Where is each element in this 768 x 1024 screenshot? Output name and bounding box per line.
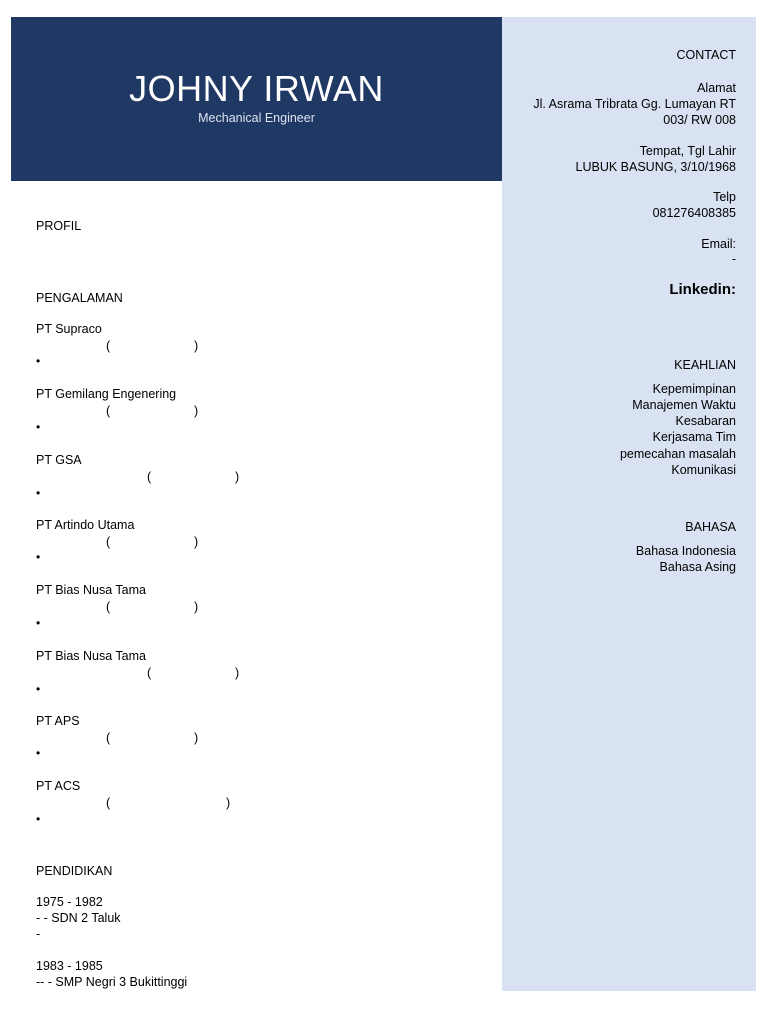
experience-bullet: • <box>36 746 41 760</box>
skill-item: Manajemen Waktu <box>632 398 736 412</box>
experience-company: PT Bias Nusa Tama <box>36 583 147 597</box>
language-heading: BAHASA <box>685 520 736 534</box>
skill-item: Kepemimpinan <box>652 382 736 396</box>
experience-company: PT APS <box>36 714 80 728</box>
birth-label: Tempat, Tgl Lahir <box>639 144 736 158</box>
experience-paren-open: ( <box>106 796 111 810</box>
experience-paren-open: ( <box>106 600 111 614</box>
education-school: - - SDN 2 Taluk <box>36 911 121 925</box>
experience-bullet: • <box>36 682 41 696</box>
experience-paren-open: ( <box>106 535 111 549</box>
email-label: Email: <box>701 237 736 251</box>
experience-paren-close: ) <box>226 796 231 810</box>
experience-paren-close: ) <box>235 470 240 484</box>
experience-heading: PENGALAMAN <box>36 291 123 305</box>
email-value: - <box>731 252 736 266</box>
address-line-1: Jl. Asrama Tribrata Gg. Lumayan RT <box>533 97 736 111</box>
skill-item: Kerjasama Tim <box>652 430 736 444</box>
skill-item: pemecahan masalah <box>619 447 736 461</box>
education-years: 1983 - 1985 <box>36 959 103 973</box>
experience-bullet: • <box>36 812 41 826</box>
phone-label: Telp <box>713 190 736 204</box>
language-item: Bahasa Indonesia <box>635 544 736 558</box>
experience-company: PT Bias Nusa Tama <box>36 649 147 663</box>
candidate-name: JOHNY IRWAN <box>129 68 384 109</box>
experience-paren-close: ) <box>194 600 199 614</box>
phone-value: 081276408385 <box>652 206 736 220</box>
contact-heading: CONTACT <box>676 48 736 62</box>
experience-paren-open: ( <box>106 404 111 418</box>
candidate-title: Mechanical Engineer <box>198 111 315 125</box>
birth-value: LUBUK BASUNG, 3/10/1968 <box>575 160 736 174</box>
experience-company: PT GSA <box>36 453 82 467</box>
experience-bullet: • <box>36 550 41 564</box>
experience-company: PT Gemilang Engenering <box>36 387 177 401</box>
experience-paren-close: ) <box>235 666 240 680</box>
experience-paren-open: ( <box>147 470 152 484</box>
experience-paren-open: ( <box>106 731 111 745</box>
profile-heading: PROFIL <box>36 219 82 233</box>
experience-company: PT Artindo Utama <box>36 518 135 532</box>
experience-paren-open: ( <box>147 666 152 680</box>
education-school: -- - SMP Negri 3 Bukittinggi <box>36 975 188 989</box>
experience-paren-close: ) <box>194 535 199 549</box>
experience-bullet: • <box>36 420 41 434</box>
experience-paren-close: ) <box>194 339 199 353</box>
linkedin-label: Linkedin: <box>669 281 736 298</box>
skill-item: Kesabaran <box>675 414 736 428</box>
skills-heading: KEAHLIAN <box>674 358 736 372</box>
experience-bullet: • <box>36 616 41 630</box>
address-label: Alamat <box>697 81 736 95</box>
skill-item: Komunikasi <box>671 463 736 477</box>
header-banner <box>11 17 502 181</box>
experience-paren-close: ) <box>194 731 199 745</box>
education-years: 1975 - 1982 <box>36 895 103 909</box>
experience-paren-close: ) <box>194 404 199 418</box>
experience-company: PT Supraco <box>36 322 102 336</box>
experience-paren-open: ( <box>106 339 111 353</box>
contact-sidebar <box>502 17 756 991</box>
language-item: Bahasa Asing <box>659 560 736 574</box>
education-extra: - <box>36 927 41 941</box>
experience-bullet: • <box>36 486 41 500</box>
experience-bullet: • <box>36 354 41 368</box>
education-heading: PENDIDIKAN <box>36 864 113 878</box>
experience-company: PT ACS <box>36 779 81 793</box>
address-line-2: 003/ RW 008 <box>663 113 736 127</box>
